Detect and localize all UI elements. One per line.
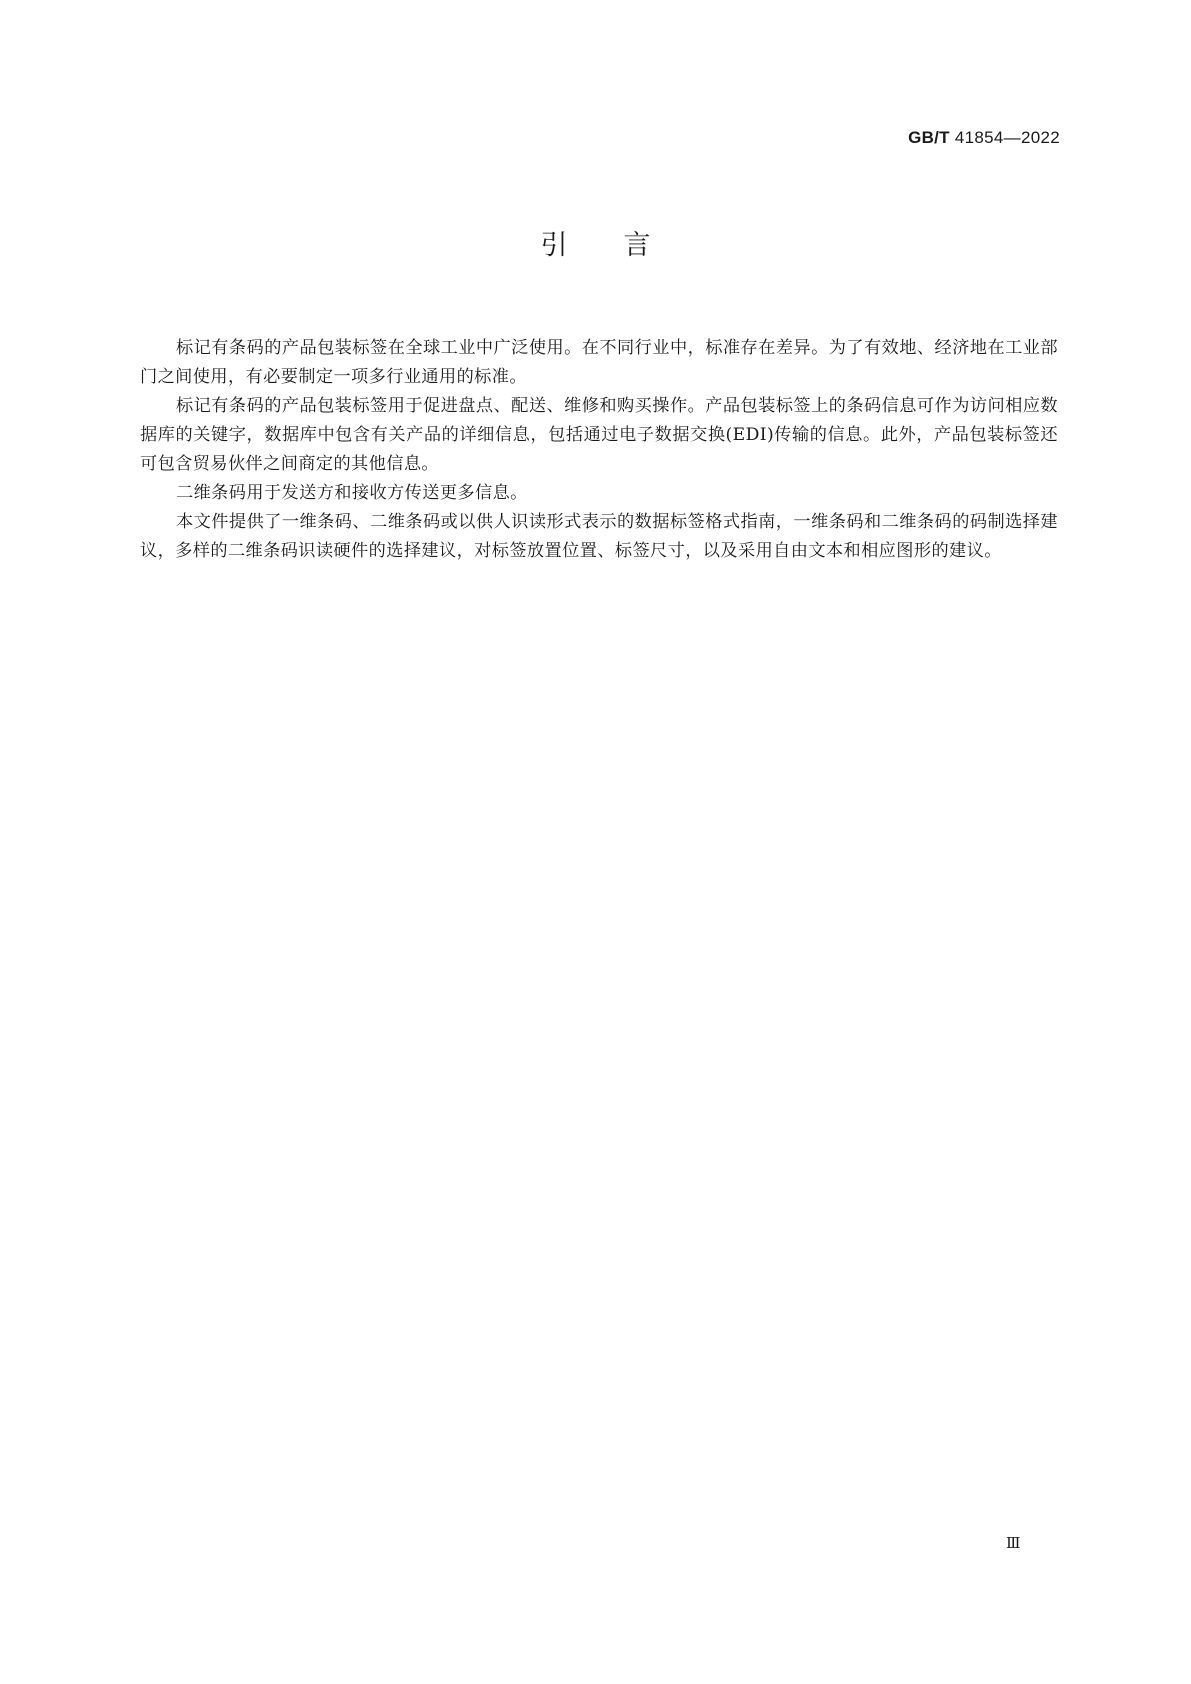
paragraph-1: 标记有条码的产品包装标签在全球工业中广泛使用。在不同行业中，标准存在差异。为了有效地、经济地在工业部门之间使用，有必要制定一项多行业通用的标准。 <box>140 338 1058 387</box>
standard-code-number: 41854—2022 <box>949 128 1060 147</box>
paragraph-2: 标记有条码的产品包装标签用于促进盘点、配送、维修和购买操作。产品包装标签上的条码信息可作为访问相应数据库的关键字，数据库中包含有关产品的详细信息，包括通过电子数据交换(EDI)传输的信息。此外，产品包装标签还可包含贸易伙伴之间商定的其他信息。 <box>140 396 1058 474</box>
standard-code-prefix: GB/T <box>908 128 950 147</box>
page-number: Ⅲ <box>1006 1534 1021 1552</box>
section-title: 引言 <box>540 230 707 261</box>
standard-code <box>908 128 1060 148</box>
body-text <box>140 334 1058 566</box>
paragraph-4: 本文件提供了一维条码、二维条码或以供人识读形式表示的数据标签格式指南，一维条码和二维条码的码制选择建议，多样的二维条码识读硬件的选择建议，对标签放置位置、标签尺寸，以及采用自由文本和相应图形的建议。 <box>140 512 1058 561</box>
paragraph-3: 二维条码用于发送方和接收方传送更多信息。 <box>176 483 528 503</box>
